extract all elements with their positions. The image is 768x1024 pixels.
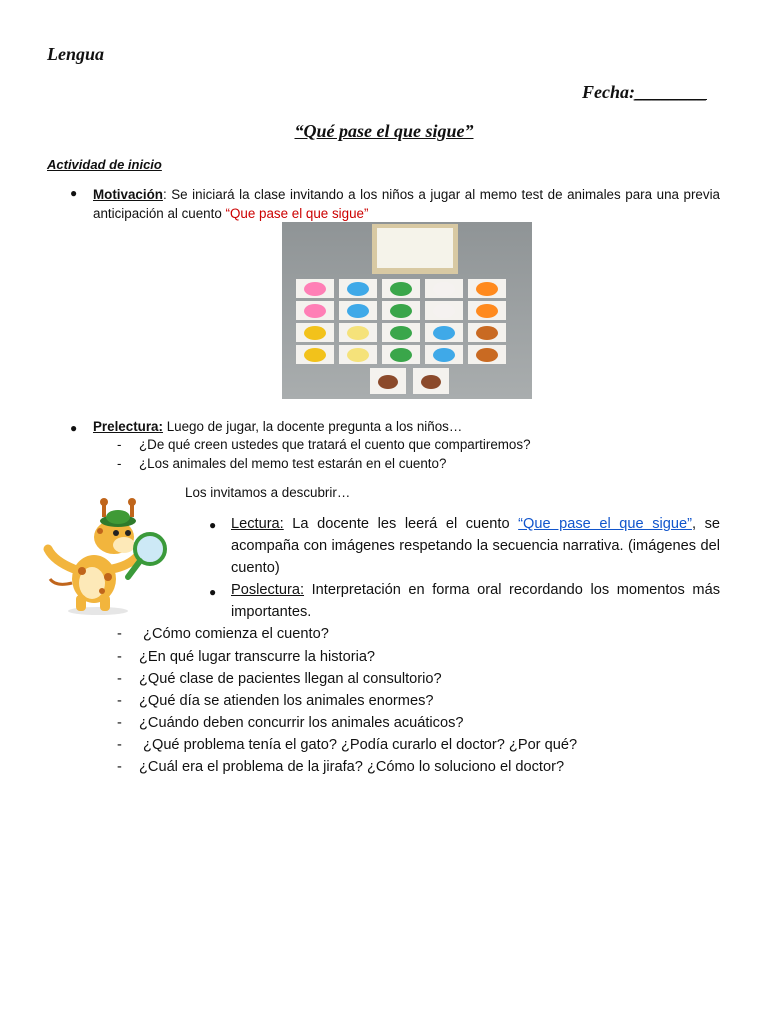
memo-test-photo <box>282 222 532 399</box>
bullet-dot-icon: ● <box>70 186 78 200</box>
question-text: ¿En qué lugar transcurre la historia? <box>139 649 376 665</box>
question-text: ¿Qué problema tenía el gato? ¿Podía curarlo el doctor? ¿Por qué? <box>139 737 578 753</box>
reading-paragraph <box>231 513 720 579</box>
postreading-paragraph <box>231 579 720 623</box>
prereading-question: ¿De qué creen ustedes que tratará el cuento que compartiremos? <box>139 437 531 452</box>
motivation-colon: : <box>162 187 167 202</box>
date-label: Fecha: <box>582 82 635 102</box>
question-text: ¿Qué día se atienden los animales enormes? <box>139 693 434 709</box>
list-item <box>117 737 577 753</box>
prereading-question: ¿Los animales del memo test estarán en el cuento? <box>139 456 447 471</box>
motivation-paragraph <box>93 185 720 223</box>
dash-marker: - <box>117 626 122 642</box>
question-text: ¿Qué clase de pacientes llegan al consultorio? <box>139 671 442 687</box>
motivation-label: Motivación <box>93 187 163 202</box>
bullet-dot-icon: ● <box>70 421 78 435</box>
list-item <box>117 715 463 731</box>
motivation-text: Se iniciará la clase invitando a los niños a jugar al memo test de animales para una previa anticipación al cuento <box>93 187 720 221</box>
list-item <box>117 693 433 709</box>
postreading-label: Poslectura: <box>231 582 305 598</box>
giraffe-detective-illustration <box>36 491 174 617</box>
dash-marker: - <box>117 649 122 665</box>
dash-marker: - <box>117 759 122 775</box>
dash-marker: - <box>117 737 122 753</box>
prereading-label: Prelectura: <box>93 419 163 434</box>
section-heading: Actividad de inicio <box>47 157 162 172</box>
list-item <box>117 671 442 687</box>
motivation-story-title: “Que pase el que sigue” <box>225 206 369 221</box>
reading-text-after: , se acompaña con imágenes respetando la secuencia narrativa. (imágenes del cuento) <box>231 516 720 576</box>
invite-text: Los invitamos a descubrir… <box>185 485 351 500</box>
dash-marker: - <box>117 693 122 709</box>
reading-story-link[interactable]: “Que pase el que sigue” <box>518 516 692 532</box>
dash-marker: - <box>117 437 122 452</box>
question-text: ¿Cómo comienza el cuento? <box>139 626 329 642</box>
prereading-paragraph <box>93 419 462 434</box>
dash-marker: - <box>117 456 122 471</box>
bullet-dot-icon: ● <box>209 518 217 532</box>
list-item <box>117 626 329 642</box>
list-item <box>117 649 375 665</box>
dash-marker: - <box>117 671 122 687</box>
subject-heading: Lengua <box>47 44 105 64</box>
page-title: “Qué pase el que sigue” <box>294 121 474 141</box>
list-item <box>117 759 564 775</box>
question-text: ¿Cuál era el problema de la jirafa? ¿Cómo lo soluciono el doctor? <box>139 759 565 775</box>
reading-text-before: La docente les leerá el cuento <box>283 516 519 532</box>
date-line <box>582 82 707 103</box>
reading-label: Lectura: <box>231 516 284 532</box>
prereading-text: Luego de jugar, la docente pregunta a los niños… <box>162 419 463 434</box>
dash-marker: - <box>117 715 122 731</box>
date-blank: ________ <box>635 82 707 102</box>
question-text: ¿Cuándo deben concurrir los animales acuáticos? <box>139 715 464 731</box>
bullet-dot-icon: ● <box>209 585 217 599</box>
postreading-text: Interpretación en forma oral recordando los momentos más importantes. <box>231 582 720 620</box>
